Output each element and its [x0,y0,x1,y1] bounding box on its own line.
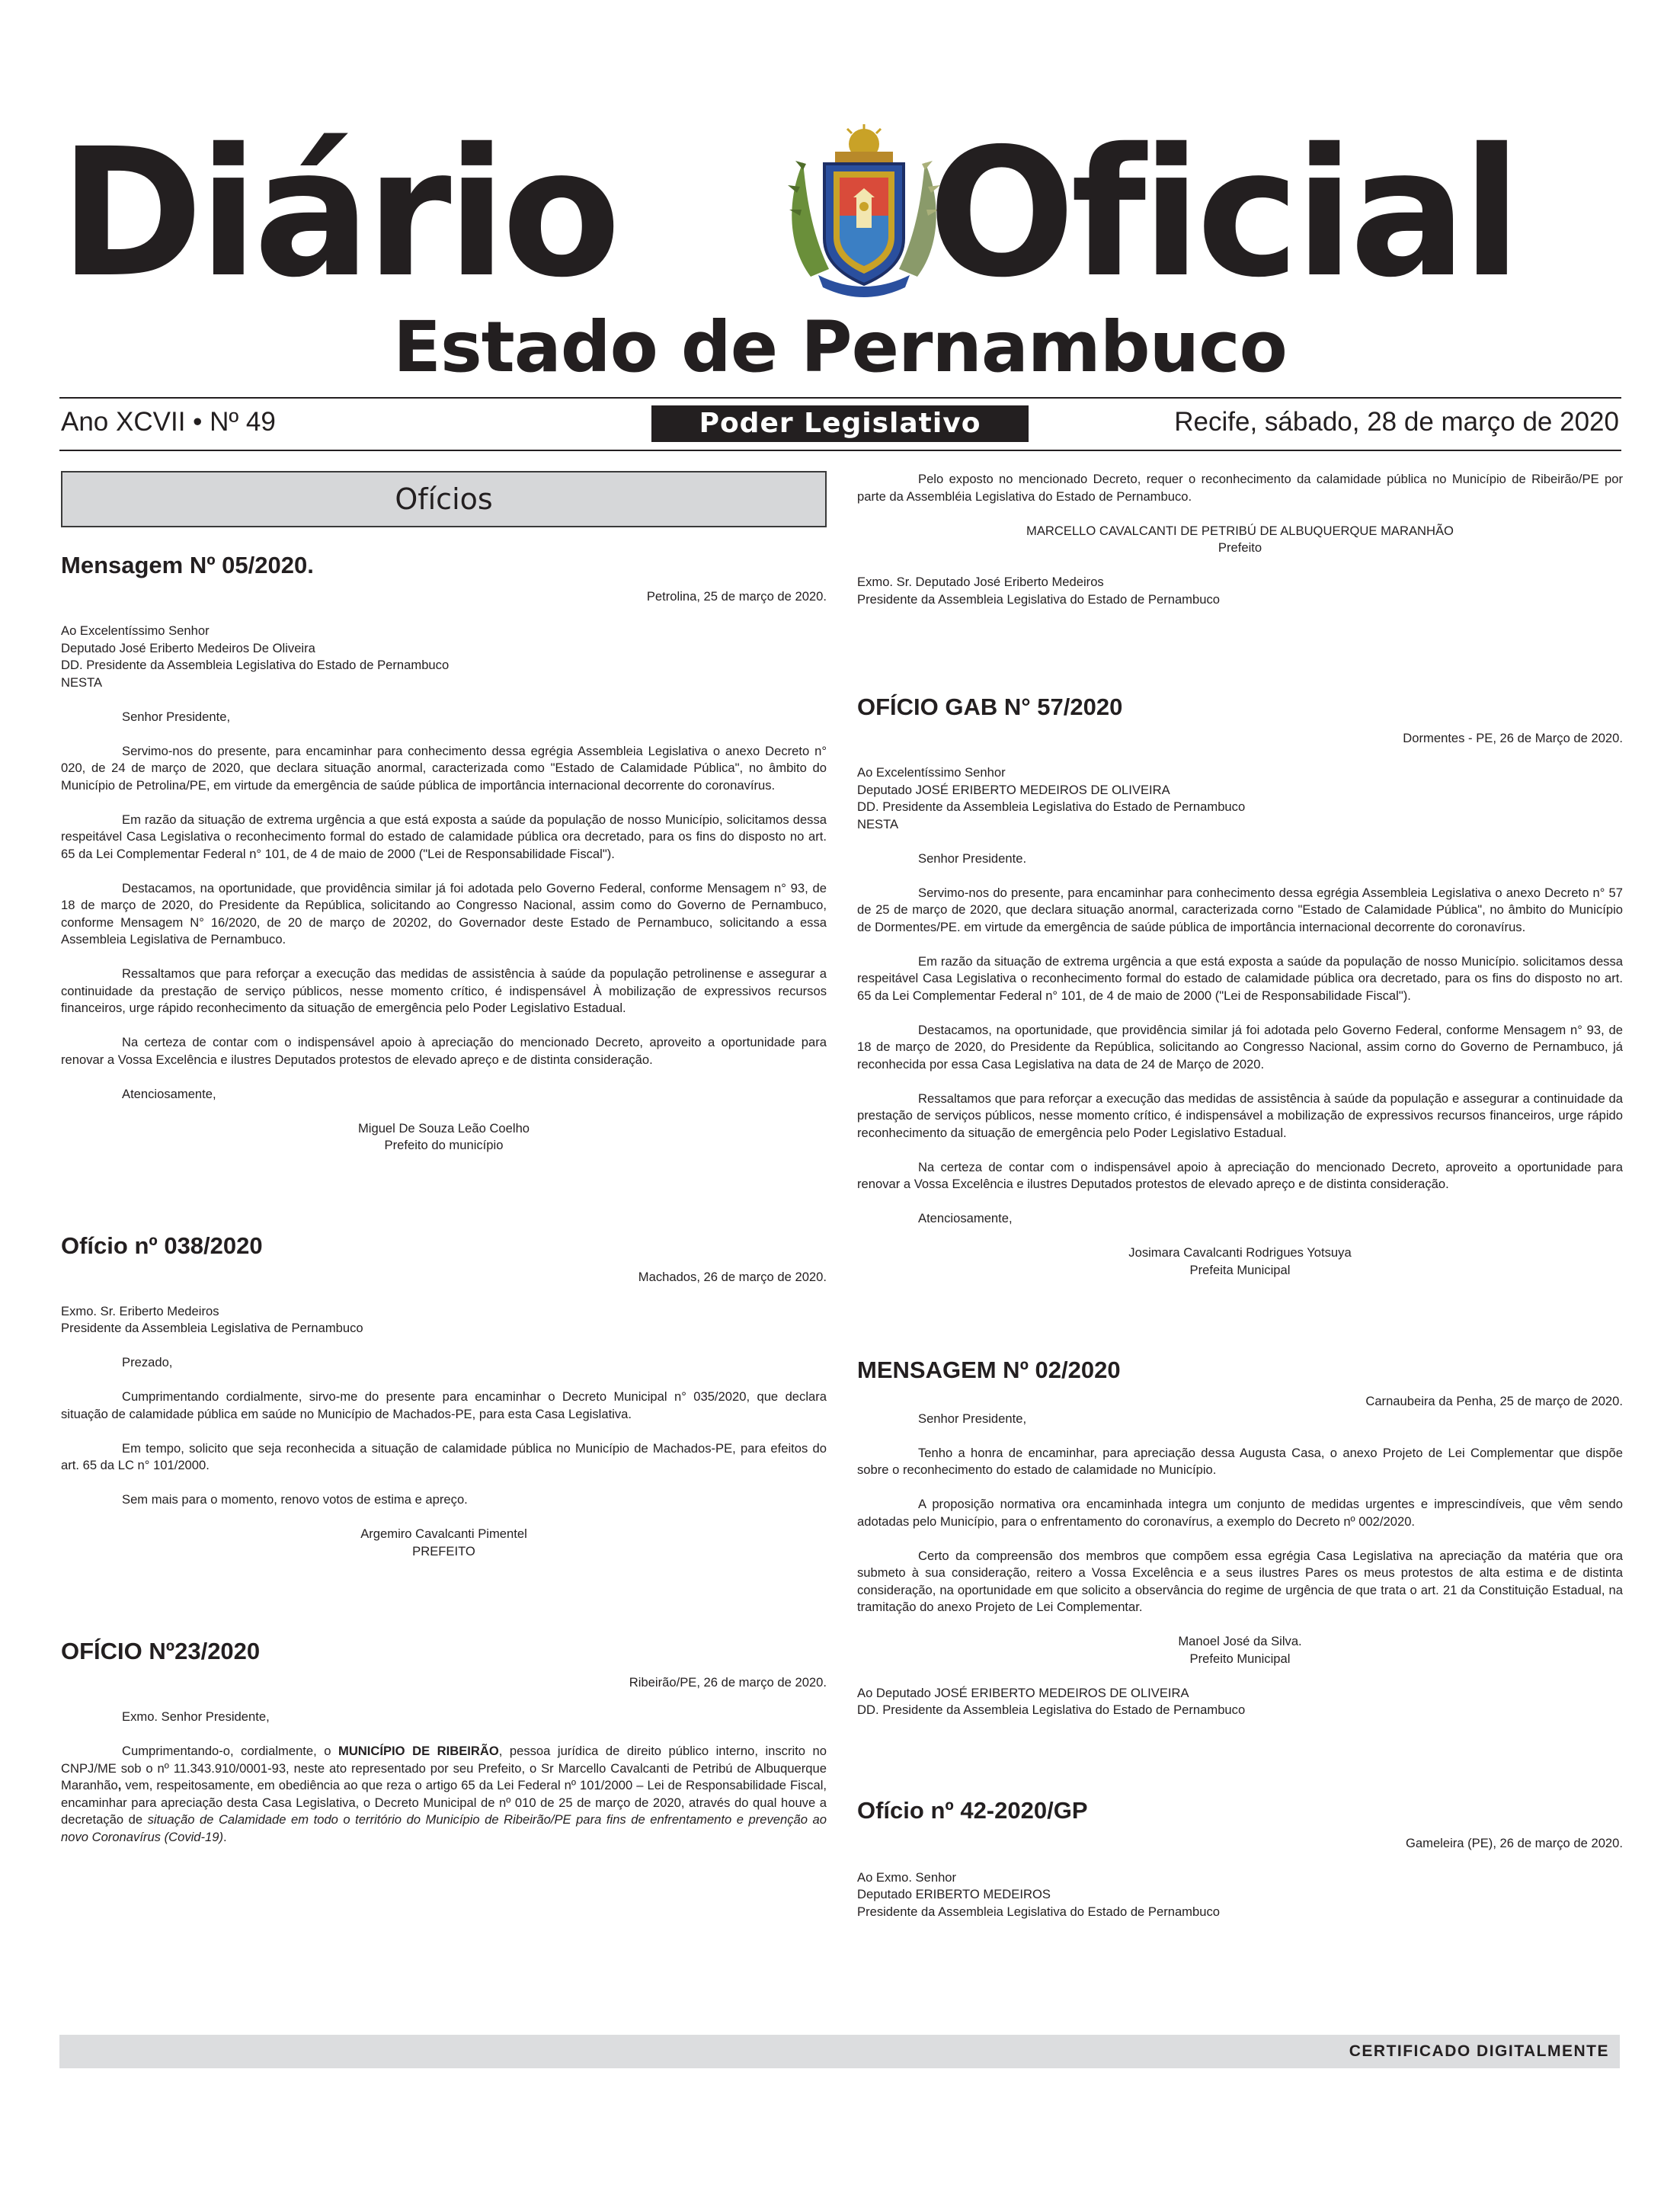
article-title: MENSAGEM Nº 02/2020 [857,1357,1121,1383]
addressee-line: Ao Exmo. Senhor [857,1869,957,1885]
signature-role: Prefeito [1218,540,1262,555]
body-paragraph: Servimo-nos do presente, para encaminhar para conhecimento dessa egrégia Assembleia Legislativa o anexo Decreto n° 020, de 24 de março de 2020, que declara situação anormal, caracterizada como "Estado de Calamidade Pública", no âmbito do Município de Petrolina/PE, em virtude da emergência de saúde pública de importância internacional decorrente do coronavírus. [61,743,827,793]
text-run-bold: , [117,1778,122,1792]
header-top-rule [59,397,1621,399]
certification-label: CERTIFICADO DIGITALMENTE [1349,2042,1609,2060]
signature-role: Prefeita Municipal [1189,1262,1291,1277]
closing: Atenciosamente, [918,1211,1013,1225]
article-mensagem-02 [857,1355,1623,1719]
signature-name: Argemiro Cavalcanti Pimentel [360,1526,527,1541]
salutation: Senhor Presidente, [122,709,231,724]
article-date: Machados, 26 de março de 2020. [638,1269,827,1284]
body-paragraph: Destacamos, na oportunidade, que providência similar já foi adotada pelo Governo Federal, conforme Mensagem n° 93, de 18 de março de 2020, do Presidente da República, solicitando ao Congresso Nacional, assim corno do Governo de Pernambuco, já reconhecida por essa Casa Legislativa na data de 24 de Março de 2020. [857,1022,1623,1071]
section-banner: Ofícios [61,471,827,527]
article-oficio-42 [857,1795,1623,1921]
coat-of-arms-icon [780,124,948,298]
masthead [59,111,1621,316]
left-column [61,471,827,1846]
body-paragraph: Pelo exposto no mencionado Decreto, requer o reconhecimento da calamidade pública no Município de Ribeirão/PE por parte da Assembléia Legislativa do Estado de Pernambuco. [857,472,1623,504]
addressee-line: Exmo. Sr. Deputado José Eriberto Medeiros [857,575,1104,589]
article-title: OFÍCIO GAB N° 57/2020 [857,693,1123,720]
addressee-line: Presidente da Assembleia Legislativa do Estado de Pernambuco [857,591,1220,607]
body-paragraph: Na certeza de contar com o indispensável apoio à apreciação do mencionado Decreto, aproveito a oportunidade para renovar a Vossa Excelência e ilustres Deputados protestos de elevado apreço e de distinta consideração. [857,1159,1623,1191]
article-mensagem-05 [61,550,827,1155]
body-paragraph: Em razão da situação de extrema urgência a que está exposta a saúde da população de nosso Município. solicitamos dessa respeitável Casa Legislativa o reconhecimento formal do estado de calamidade pública ora decretado, para os fins do disposto no art. 65 da Lei Complementar Federal n° 101, de 4 de maio de 2000 ("Lei de Responsabilidade Fiscal"). [857,953,1623,1003]
body-paragraph: Na certeza de contar com o indispensável apoio à apreciação do mencionado Decreto, aproveito a oportunidade para renovar a Vossa Excelência e ilustres Deputados protestos de elevado apreço e de distinta consideração. [61,1035,827,1067]
body-paragraph [61,1743,827,1846]
body-paragraph: Em tempo, solicito que seja reconhecida a situação de calamidade pública no Município de Machados-PE, para efeitos do art. 65 da LC n° 101/2000. [61,1440,827,1472]
signature-name: MARCELLO CAVALCANTI DE PETRIBÚ DE ALBUQUERQUE MARANHÃO [1026,523,1454,538]
article-date: Ribeirão/PE, 26 de março de 2020. [629,1675,827,1690]
body-paragraph: Ressaltamos que para reforçar a execução das medidas de assistência à saúde da população e assegurar a continuidade da prestação de serviços públicos, nesse momento crítico, é indispensável a mobilização de expressivos recursos financeiros, urge rápido reconhecimento da situação de emergência pelo Poder Legislativo Estadual. [857,1091,1623,1140]
article-title: Mensagem Nº 05/2020. [61,552,314,578]
addressee-line: NESTA [61,674,103,690]
addressee-line: DD. Presidente da Assembleia Legislativa do Estado de Pernambuco [857,799,1246,814]
article-oficio-23-continued [857,471,1623,608]
addressee-line: Ao Deputado JOSÉ ERIBERTO MEDEIROS DE OLIVEIRA [857,1685,1189,1700]
right-column [857,471,1623,1920]
section-badge: Poder Legislativo [651,405,1029,442]
body-paragraph: Ressaltamos que para reforçar a execução das medidas de assistência à saúde da população petrolinense e assegurar a continuidade da prestação de serviço públicos, nesse momento crítico, é indispensável À mobilização de expressivos recursos financeiros, urge rápido reconhecimento da situação de emergência pelo Poder Legislativo Estadual. [61,966,827,1015]
text-run: Cumprimentando-o, cordialmente, o [122,1744,338,1758]
addressee-line: Presidente da Assembleia Legislativa de Pernambuco [61,1321,363,1335]
addressee-line: Exmo. Sr. Eriberto Medeiros [61,1303,219,1318]
issue-number: Ano XCVII • Nº 49 [61,407,276,437]
signature-role: PREFEITO [412,1543,475,1558]
text-run: . [223,1829,227,1844]
addressee-line: Deputado José Eriberto Medeiros De Oliveira [61,640,315,655]
text-run: vem, respeitosamente, em obediência ao que reza o artigo 65 da Lei Federal nº 101/2000 – Lei de Responsabilidade Fiscal, encaminhar para apreciação desta Casa Legislativa, o Decreto Municipal de nº 010 de 25 de março de 2020, através do qual houve a decretação de [61,1778,827,1827]
addressee-line: Deputado ERIBERTO MEDEIROS [857,1887,1051,1901]
text-run-italic: situação de Calamidade em todo o território do Município de Ribeirão/PE para fins de enfrentamento e prevenção ao novo Coronavírus (Covid-19) [61,1812,827,1844]
body-paragraph: Sem mais para o momento, renovo votos de estima e apreço. [122,1492,468,1507]
addressee-line: Presidente da Assembleia Legislativa do Estado de Pernambuco [857,1904,1220,1919]
closing: Atenciosamente, [122,1086,216,1101]
body-paragraph: Servimo-nos do presente, para encaminhar para conhecimento dessa egrégia Assembleia Legislativa o anexo Decreto n° 57 de 25 de março de 2020, que declara situação anormal, caracterizada corno "Estado de Calamidade Pública", no âmbito do Município de Dormentes/PE. em virtude da emergência de saúde pública de importância internacional decorrente do coronavírus. [857,885,1623,934]
article-date: Dormentes - PE, 26 de Março de 2020. [1403,731,1623,745]
body-paragraph: Cumprimentando cordialmente, sirvo-me do presente para encaminhar o Decreto Municipal n° 035/2020, que declara situação de calamidade pública em saúde no Município de Machados-PE, para esta Casa Legislativa. [61,1389,827,1421]
addressee-line: DD. Presidente da Assembleia Legislativa do Estado de Pernambuco [857,1703,1246,1717]
issue-date: Recife, sábado, 28 de março de 2020 [1174,407,1619,437]
body-paragraph: Certo da compreensão dos membros que compõem essa egrégia Casa Legislativa na apreciação da matéria que ora submeto à sua consideração, reitero a Vossa Excelência e a seus ilustres Pares os meus protestos de alta estima e de distinta consideração, na oportunidade em que solicito a observância do regime de urgência de que trata o art. 21 da Constituição Estadual, na tramitação do anexo Projeto de Lei Complementar. [857,1548,1623,1614]
addressee-line: NESTA [857,816,899,831]
header-bottom-rule [59,450,1621,451]
masthead-title-left: Diário [59,111,617,316]
text-run-bold: MUNICÍPIO DE RIBEIRÃO [338,1744,499,1758]
footer-bar [59,2035,1620,2068]
article-date: Petrolina, 25 de março de 2020. [646,589,827,604]
text-run: , pessoa jurídica de direito público interno, inscrito no CNPJ/ME sob o nº 11.343.910/0001-93, neste ato representado por seu Prefeito, o Sr Marcello Cavalcanti de Petribú de Albuquerque Maranhão [61,1744,827,1792]
addressee-line: DD. Presidente da Assembleia Legislativa do Estado de Pernambuco [61,658,450,672]
signature-name: Manoel José da Silva. [1178,1634,1302,1648]
addressee-line: Ao Excelentíssimo Senhor [61,623,210,638]
signature-name: Josimara Cavalcanti Rodrigues Yotsuya [1128,1245,1352,1260]
body-paragraph: Destacamos, na oportunidade, que providência similar já foi adotada pelo Governo Federal, conforme Mensagem n° 93, de 18 de março de 2020, do Presidente da República, solicitando ao Congresso Nacional, assim como do Governo de Pernambuco, conforme Mensagem N° 16/2020, de 20 de março de 20202, do Governador deste Estado de Pernambuco, solicitando a essa Assembleia Legislativa de Pernambuco. [61,880,827,947]
article-title: OFÍCIO Nº23/2020 [61,1638,261,1664]
article-oficio-038 [61,1231,827,1561]
addressee-line: Ao Excelentíssimo Senhor [857,765,1006,780]
article-title: Ofício nº 42-2020/GP [857,1796,1088,1824]
body-paragraph: Em razão da situação de extrema urgência a que está exposta a saúde da população de nosso Município, solicitamos dessa respeitável Casa Legislativa o reconhecimento formal do estado de calamidade pública ora decretado, para os fins do disposto no art. 65 da Lei Complementar Federal n° 101, de 4 de maio de 2000 ("Lei de Responsabilidade Fiscal"). [61,812,827,861]
salutation: Exmo. Senhor Presidente, [122,1709,270,1724]
signature-role: Prefeito Municipal [1189,1651,1291,1666]
salutation: Senhor Presidente, [918,1411,1027,1426]
article-oficio-23 [61,1636,827,1846]
masthead-title-right: Oficial [928,111,1518,316]
article-date: Carnaubeira da Penha, 25 de março de 2020. [1365,1394,1623,1408]
body-paragraph: A proposição normativa ora encaminhada integra um conjunto de medidas urgentes e imprescindíveis, que vêm sendo adotadas pelo Município, para o enfrentamento do coronavírus, a exemplo do Decreto nº 002/2020. [857,1497,1623,1529]
addressee-line: Deputado JOSÉ ERIBERTO MEDEIROS DE OLIVEIRA [857,782,1170,797]
masthead-subtitle: Estado de Pernambuco [393,306,1287,388]
article-oficio-gab-57 [857,692,1623,1279]
signature-role: Prefeito do município [384,1138,504,1152]
salutation: Senhor Presidente. [918,850,1027,866]
article-title: Ofício nº 038/2020 [61,1232,263,1259]
body-paragraph: Tenho a honra de encaminhar, para apreciação dessa Augusta Casa, o anexo Projeto de Lei Complementar que dispõe sobre o reconhecimento do estado de calamidade no Município. [857,1445,1623,1477]
salutation: Prezado, [122,1355,173,1369]
article-date: Gameleira (PE), 26 de março de 2020. [1405,1835,1623,1850]
signature-name: Miguel De Souza Leão Coelho [357,1120,530,1136]
